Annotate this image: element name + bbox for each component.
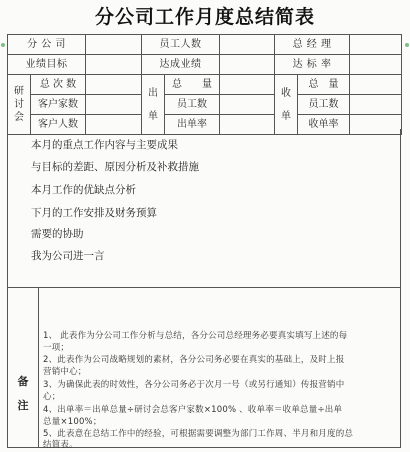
notes-label: 备 注	[8, 287, 39, 447]
group-row-2	[8, 95, 402, 115]
out-staff-value[interactable]	[220, 95, 275, 115]
branch-label: 分 公 司	[8, 35, 86, 55]
out-group-label: 出 单	[142, 75, 165, 135]
general-manager-label: 总 经 理	[275, 35, 350, 55]
content-item-assistance: 需要的协助	[31, 228, 84, 240]
collect-group-label: 收 单	[275, 75, 298, 135]
out-total-label: 总 量	[165, 75, 220, 95]
target-value[interactable]	[86, 55, 142, 75]
rate-value[interactable]	[350, 55, 402, 75]
collect-total-value[interactable]	[350, 75, 402, 95]
note-line: 3、为确保此表的时效性，各分公司务必于次月一号（或另行通知）传报营销中	[43, 380, 345, 390]
note-line: 心；	[43, 392, 61, 402]
header-row-1	[8, 35, 402, 55]
target-label: 业绩目标	[8, 55, 86, 75]
content-item-achievements: 本月的重点工作内容与主要成果	[31, 139, 178, 151]
collect-staff-label: 员工数	[298, 95, 350, 115]
general-manager-value[interactable]	[350, 35, 402, 55]
achieved-label: 达成业绩	[142, 55, 220, 75]
out-total-value[interactable]	[220, 75, 275, 95]
out-rate-label: 出单率	[165, 115, 220, 135]
header-row-2	[8, 55, 402, 75]
summary-table	[7, 34, 402, 135]
content-item-pros-cons: 本月工作的优缺点分析	[31, 184, 136, 196]
achieved-value[interactable]	[220, 55, 275, 75]
note-line: 总量×100%；	[43, 417, 102, 427]
research-people-label: 客户人数	[31, 115, 86, 135]
branch-value[interactable]	[86, 35, 142, 55]
note-line: 营销中心；	[43, 367, 87, 377]
group-row-1	[8, 75, 402, 95]
note-line: 2、此表作为公司战略规划的素材，各分公司务必要在真实的基础上，及时上报	[43, 355, 345, 365]
research-clients-label: 客户家数	[31, 95, 86, 115]
right-edge-marker	[405, 43, 409, 47]
out-staff-label: 员工数	[165, 95, 220, 115]
notes-section	[7, 287, 401, 448]
staff-count-value[interactable]	[220, 35, 275, 55]
research-group-label: 研 讨 会	[8, 75, 31, 135]
note-line: 1、 此表作为分公司工作分析与总结，各分公司总经理务必要真实填写上述的每	[43, 331, 348, 341]
content-item-suggestion: 我为公司进一言	[31, 250, 105, 262]
rate-label: 达 标 率	[275, 55, 350, 75]
note-line: 一项；	[43, 343, 70, 353]
content-item-next-month: 下月的工作安排及财务预算	[31, 207, 157, 219]
page-title: 分公司工作月度总结简表	[94, 6, 315, 28]
research-clients-value[interactable]	[86, 95, 142, 115]
research-total-value[interactable]	[86, 75, 142, 95]
research-total-label: 总 次 数	[31, 75, 86, 95]
collect-staff-value[interactable]	[350, 95, 402, 115]
collect-rate-label: 收单率	[298, 115, 350, 135]
collect-total-label: 总 量	[298, 75, 350, 95]
content-section[interactable]	[7, 129, 401, 288]
left-edge-marker	[1, 43, 5, 47]
note-line: 5、此表意在总结工作中的经验，可根据需要调整为部门工作周、半月和月度的总	[43, 429, 354, 439]
notes-body	[39, 287, 400, 450]
note-line: 结简表。	[43, 440, 78, 450]
note-line: 4、出单率＝出单总量÷研讨会总客户家数×100% 、收单率＝收单总量÷出单	[43, 405, 343, 415]
staff-count-label: 员工人数	[142, 35, 220, 55]
content-item-gap-analysis: 与目标的差距、原因分析及补救措施	[31, 161, 199, 173]
